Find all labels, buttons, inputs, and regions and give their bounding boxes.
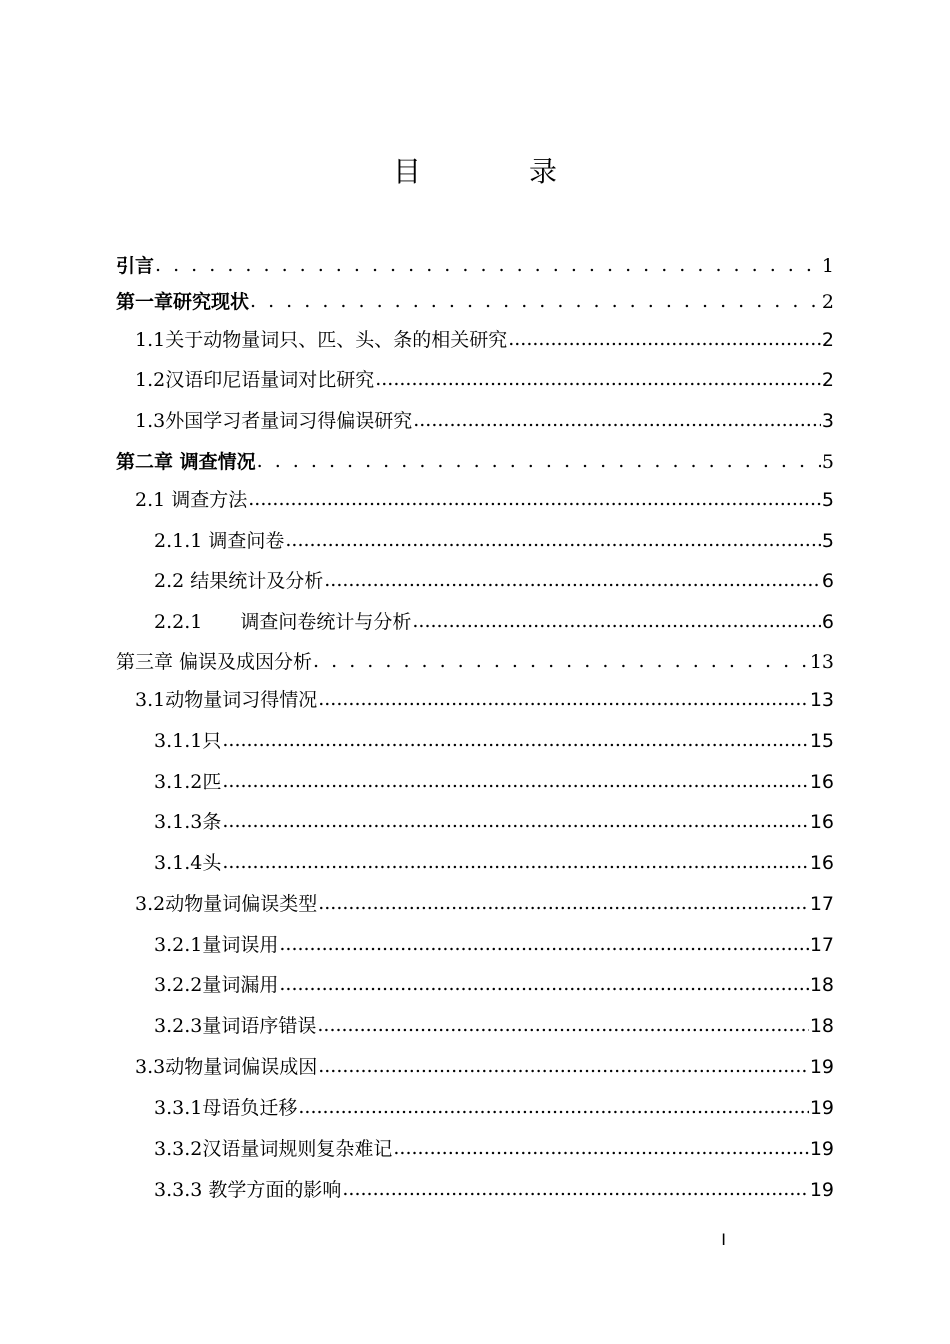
toc-entry-page: 3: [821, 410, 834, 432]
dot-leader: [279, 930, 808, 958]
toc-entry-label: 3.2.1量词误用: [154, 934, 279, 956]
toc-entry-2-2[interactable]: [154, 567, 834, 595]
toc-entry-page: 19: [809, 1097, 834, 1119]
toc-entry-label: 3.1.2匹: [154, 771, 222, 793]
toc-entry-label: 2.2.1 调查问卷统计与分析: [154, 611, 412, 633]
toc-entry-label: 1.2汉语印尼语量词对比研究: [135, 369, 375, 391]
toc-entry-page: 13: [809, 689, 834, 711]
dot-leader: [222, 807, 808, 835]
dot-leader: [250, 287, 821, 315]
toc-entry-3-3-2[interactable]: [154, 1135, 834, 1163]
toc-entry-label: 2.1 调查方法: [135, 489, 248, 511]
page-title: 目 录: [392, 155, 597, 188]
toc-entry-page: 19: [809, 1138, 834, 1160]
dot-leader: [413, 406, 821, 434]
toc-entry-page: 6: [821, 611, 834, 633]
dot-leader: [222, 767, 808, 795]
toc-entry-chapter-1[interactable]: [116, 288, 834, 316]
toc-entry-page: 2: [821, 369, 834, 391]
toc-entry-label: 1.3外国学习者量词习得偏误研究: [135, 410, 413, 432]
toc-entry-page: 16: [809, 852, 834, 874]
dot-leader: [248, 485, 821, 513]
dot-leader: [279, 970, 808, 998]
toc-entry-3-2-2[interactable]: [154, 971, 834, 999]
dot-leader: [318, 1052, 809, 1080]
toc-entry-label: 3.1.4头: [154, 852, 222, 874]
toc-entry-3-2-1[interactable]: [154, 931, 834, 959]
toc-entry-3-3-1[interactable]: [154, 1094, 834, 1122]
toc-entry-label: 3.2.2量词漏用: [154, 974, 279, 996]
dot-leader: [393, 1134, 808, 1162]
toc-entry-label: 第一章研究现状: [116, 291, 250, 313]
toc-entry-label: 3.3动物量词偏误成因: [135, 1056, 318, 1078]
dot-leader: [342, 1175, 808, 1203]
toc-entry-intro[interactable]: [116, 252, 834, 280]
dot-leader: [508, 325, 821, 353]
toc-entry-page: 5: [821, 530, 834, 552]
toc-entry-label: 2.2 结果统计及分析: [154, 570, 324, 592]
dot-leader: [285, 526, 821, 554]
toc-entry-page: 6: [821, 570, 834, 592]
toc-entry-2-2-1[interactable]: [154, 608, 834, 636]
toc-entry-chapter-3[interactable]: [116, 648, 834, 676]
toc-entry-page: 19: [809, 1179, 834, 1201]
toc-entry-page: 19: [809, 1056, 834, 1078]
toc-entry-label: 3.3.3 教学方面的影响: [154, 1179, 342, 1201]
dot-leader: [412, 607, 821, 635]
toc-entry-page: 2: [821, 291, 834, 313]
toc-entry-label: 第三章 偏误及成因分析: [116, 651, 313, 673]
dot-leader: [375, 365, 821, 393]
toc-entry-1-3[interactable]: [135, 407, 834, 435]
dot-leader: [317, 1011, 808, 1039]
toc-entry-page: 18: [809, 974, 834, 996]
toc-entry-3-1-1[interactable]: [154, 727, 834, 755]
toc-entry-page: 16: [809, 771, 834, 793]
toc-entry-page: 15: [809, 730, 834, 752]
dot-leader: [257, 447, 821, 475]
toc-entry-page: 18: [809, 1015, 834, 1037]
toc-entry-label: 3.1.1只: [154, 730, 222, 752]
toc-entry-page: 5: [821, 489, 834, 511]
toc-entry-label: 第二章 调查情况: [116, 451, 256, 473]
page-number-footer: I: [721, 1230, 726, 1249]
toc-entry-label: 引言: [116, 255, 155, 277]
toc-entry-label: 3.1动物量词习得情况: [135, 689, 318, 711]
dot-leader: [155, 251, 821, 279]
toc-entry-3-1-3[interactable]: [154, 808, 834, 836]
toc-entry-label: 2.1.1 调查问卷: [154, 530, 285, 552]
toc-entry-page: 13: [809, 651, 834, 673]
dot-leader: [324, 566, 821, 594]
dot-leader: [298, 1093, 808, 1121]
toc-entry-page: 5: [821, 451, 834, 473]
toc-entry-2-1-1[interactable]: [154, 527, 834, 555]
toc-entry-label: 3.2动物量词偏误类型: [135, 893, 318, 915]
toc-entry-3-2[interactable]: [135, 890, 834, 918]
toc-entry-3-3-3[interactable]: [154, 1176, 834, 1204]
toc-entry-label: 3.3.1母语负迁移: [154, 1097, 298, 1119]
toc-entry-3-1-2[interactable]: [154, 768, 834, 796]
dot-leader: [313, 647, 809, 675]
toc-entry-3-1[interactable]: [135, 686, 834, 714]
toc-entry-page: 17: [809, 934, 834, 956]
toc-entry-page: 1: [821, 255, 834, 277]
toc-entry-chapter-2[interactable]: [116, 448, 834, 476]
toc-entry-1-1[interactable]: [135, 326, 834, 354]
dot-leader: [222, 726, 808, 754]
toc-entry-label: 3.1.3条: [154, 811, 222, 833]
dot-leader: [222, 848, 808, 876]
toc-entry-3-1-4[interactable]: [154, 849, 834, 877]
toc-entry-1-2[interactable]: [135, 366, 834, 394]
toc-entry-label: 3.3.2汉语量词规则复杂难记: [154, 1138, 393, 1160]
toc-entry-page: 17: [809, 893, 834, 915]
toc-entry-label: 1.1关于动物量词只、匹、头、条的相关研究: [135, 329, 508, 351]
dot-leader: [318, 889, 809, 917]
dot-leader: [318, 685, 809, 713]
toc-entry-page: 16: [809, 811, 834, 833]
toc-entry-2-1[interactable]: [135, 486, 834, 514]
toc-entry-3-2-3[interactable]: [154, 1012, 834, 1040]
toc-entry-label: 3.2.3量词语序错误: [154, 1015, 317, 1037]
toc-entry-page: 2: [821, 329, 834, 351]
toc-entry-3-3[interactable]: [135, 1053, 834, 1081]
